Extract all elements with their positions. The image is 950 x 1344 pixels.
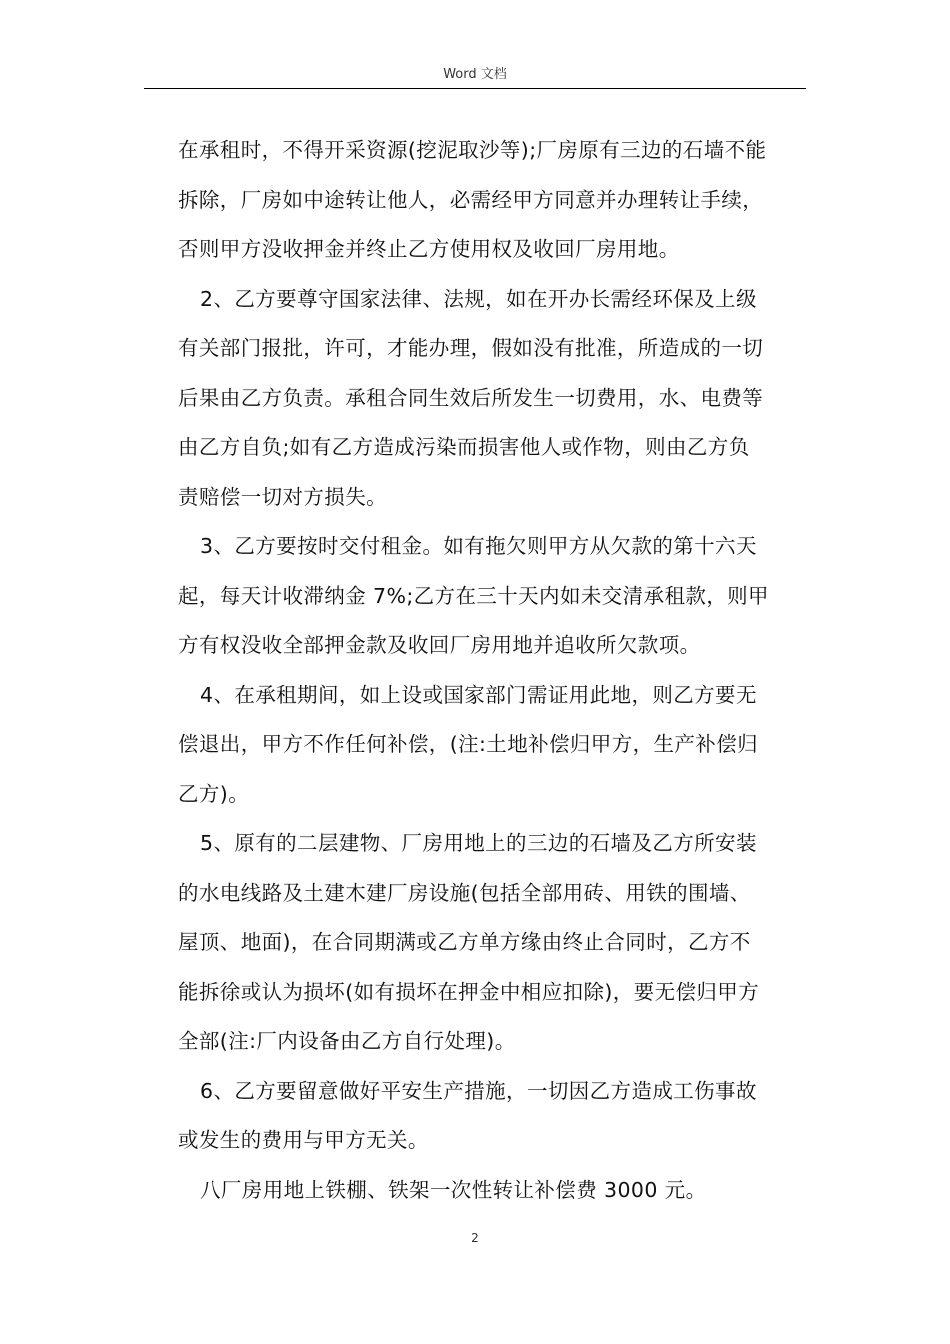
text-line: 在承租时，不得开采资源(挖泥取沙等);厂房原有三边的石墙不能 [178,138,767,162]
text-line: 或发生的费用与甲方无关。 [178,1128,429,1152]
clause-6-start: 6、乙方要留意做好平安生产措施，一切因乙方造成工伤事故 [200,1078,757,1103]
document-body [178,126,806,1215]
header-divider [144,88,806,89]
text-line: 有关部门报批，许可，才能办理，假如没有批准，所造成的一切 [178,336,764,360]
text-line: 屋顶、地面)，在合同期满或乙方单方缘由终止合同时，乙方不 [178,930,751,954]
text-line: 拆除，厂房如中途转让他人，必需经甲方同意并办理转让手续， [178,187,764,212]
page-header: Word 文档 [443,67,507,82]
clause-3-start: 3、乙方要按时交付租金。如有拖欠则甲方从欠款的第十六天 [200,534,757,558]
text-line: 否则甲方没收押金并终止乙方使用权及收回厂房用地。 [178,237,680,261]
clause-4-start: 4、在承租期间，如上设或国家部门需证用此地，则乙方要无 [200,682,757,707]
text-line: 责赔偿一切对方损失。 [178,484,387,509]
clause-2-start: 2、乙方要尊守国家法律、法规，如在开办长需经环保及上级 [200,286,757,311]
text-line: 起，每天计收滞纳金 7%;乙方在三十天内如未交清承租款，则甲 [178,583,769,608]
text-line: 后果由乙方负责。承租合同生效后所发生一切费用，水、电费等 [178,385,764,410]
text-line: 偿退出，甲方不作任何补偿，(注:土地补偿归甲方，生产补偿归 [178,732,759,756]
clause-8-start: 八厂房用地上铁棚、铁架一次性转让补偿费 3000 元。 [200,1177,707,1202]
text-line: 的水电线路及土建木建厂房设施(包括全部用砖、用铁的围墙、 [178,880,751,905]
text-line: 乙方)。 [178,781,250,806]
text-line: 全部(注:厂内设备由乙方自行处理)。 [178,1029,516,1053]
text-line: 方有权没收全部押金款及收回厂房用地并追收所欠款项。 [178,633,701,657]
page-number: 2 [471,1231,479,1245]
text-line: 能拆徐或认为损坏(如有损坏在押金中相应扣除)，要无偿归甲方 [178,979,760,1004]
text-line: 由乙方自负;如有乙方造成污染而损害他人或作物，则由乙方负 [178,435,750,459]
clause-5-start: 5、原有的二层建物、厂房用地上的三边的石墙及乙方所安装 [200,831,757,855]
